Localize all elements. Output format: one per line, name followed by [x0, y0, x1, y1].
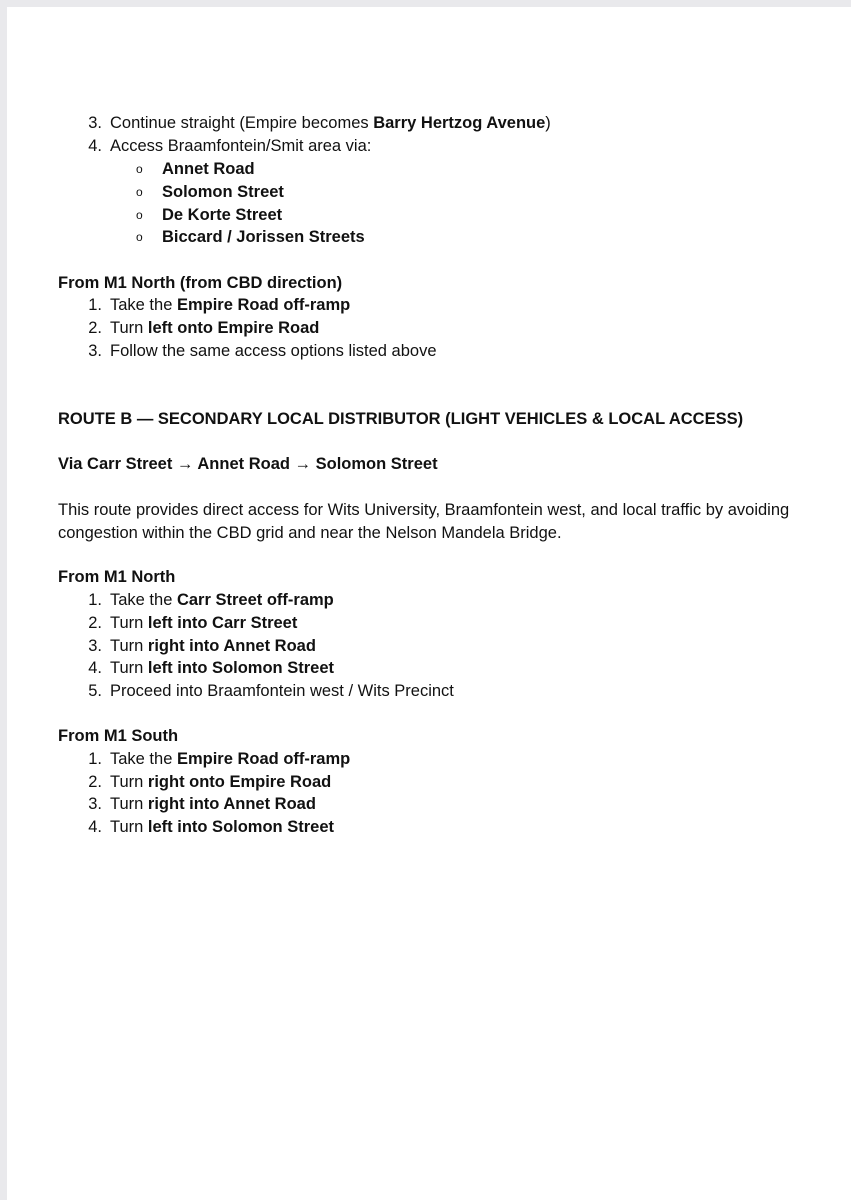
step-bold-text: Carr Street off-ramp [176, 591, 334, 609]
route-b-via: Via Carr Street → Annet Road → Solomon Street [58, 455, 438, 473]
step-text: Turn [110, 614, 148, 632]
step-text: Take the [110, 296, 177, 314]
step-text: Take the [110, 591, 177, 609]
step-bold-text: left into Solomon Street [147, 818, 334, 836]
route-b-description-line-2: congestion within the CBD grid and near the Nelson Mandela Bridge. [58, 524, 562, 542]
step-bold-text: Empire Road off-ramp [176, 750, 351, 768]
step-text: Access Braamfontein/Smit area via: [110, 137, 372, 155]
section-heading-m1-north: From M1 North [58, 568, 176, 586]
bullet-icon: o [136, 208, 143, 222]
section-heading-m1-south: From M1 South [58, 727, 179, 745]
step-text: Turn [110, 818, 148, 836]
document-page: 3. Continue straight (Empire becomes Barry Hertzog Avenue) 4. Access Braamfontein/Smit area via: o Annet Road o Solomon Street o De Korte Street o Biccard / Jorissen Streets From M1 North (from CBD direction) 1. Take the Empire Road off-ramp 2. Turn left onto Empire Road 3. Follow the same access options listed above ROUTE B — SECONDARY LOCAL DISTRIBUTOR (LIGHT VEHICLES & LOCAL ACCESS) Via Carr Street → Annet Road → Solomon Street This route provides direct access for Wits University, Braamfontein west, and local traffic by avoiding congestion within the CBD grid and near the Nelson Mandela Bridge. From M1 North 1. Take the Carr Street off-ramp 2. Turn left into Carr Street 3. Turn right into Annet Road 4. Turn left into Solomon Street 5. Proceed into Braamfontein west / Wits Precinct From M1 South 1. Take the Empire Road off-ramp 2. Turn right onto Empire Road 3. Turn right into Annet Road 4. Turn left into Solomon Street [7, 7, 851, 1200]
step-bold-text: right onto Empire Road [147, 773, 332, 791]
step-bold-text: Empire Road off-ramp [176, 296, 351, 314]
bullet-icon: o [136, 185, 143, 199]
step-bold-text: right into Annet Road [147, 637, 316, 655]
step-text-end: ) [545, 114, 551, 132]
step-bold-text: Barry Hertzog Avenue [373, 114, 546, 132]
bullet-icon: o [136, 230, 143, 244]
step-text: Turn [110, 637, 148, 655]
step-text: Turn [110, 659, 148, 677]
step-bold-text: left onto Empire Road [147, 319, 320, 337]
bullet-icon: o [136, 162, 143, 176]
step-bold-text: left into Carr Street [147, 614, 298, 632]
step-text: Proceed into Braamfontein west / Wits Precinct [110, 682, 454, 700]
step-text: Turn [110, 773, 148, 791]
step-bold-text: left into Solomon Street [147, 659, 334, 677]
route-b-heading: ROUTE B — SECONDARY LOCAL DISTRIBUTOR (LIGHT VEHICLES & LOCAL ACCESS) [58, 410, 744, 428]
step-text: Continue straight (Empire becomes [110, 114, 374, 132]
step-bold-text: right into Annet Road [147, 795, 316, 813]
step-text: Take the [110, 750, 177, 768]
step-text: Follow the same access options listed above [110, 342, 437, 360]
section-heading-m1-north-cbd: From M1 North (from CBD direction) [58, 274, 343, 292]
step-text: Turn [110, 795, 148, 813]
step-text: Turn [110, 319, 148, 337]
route-b-description-line-1: This route provides direct access for Wits University, Braamfontein west, and local traffic by avoiding [58, 501, 790, 519]
